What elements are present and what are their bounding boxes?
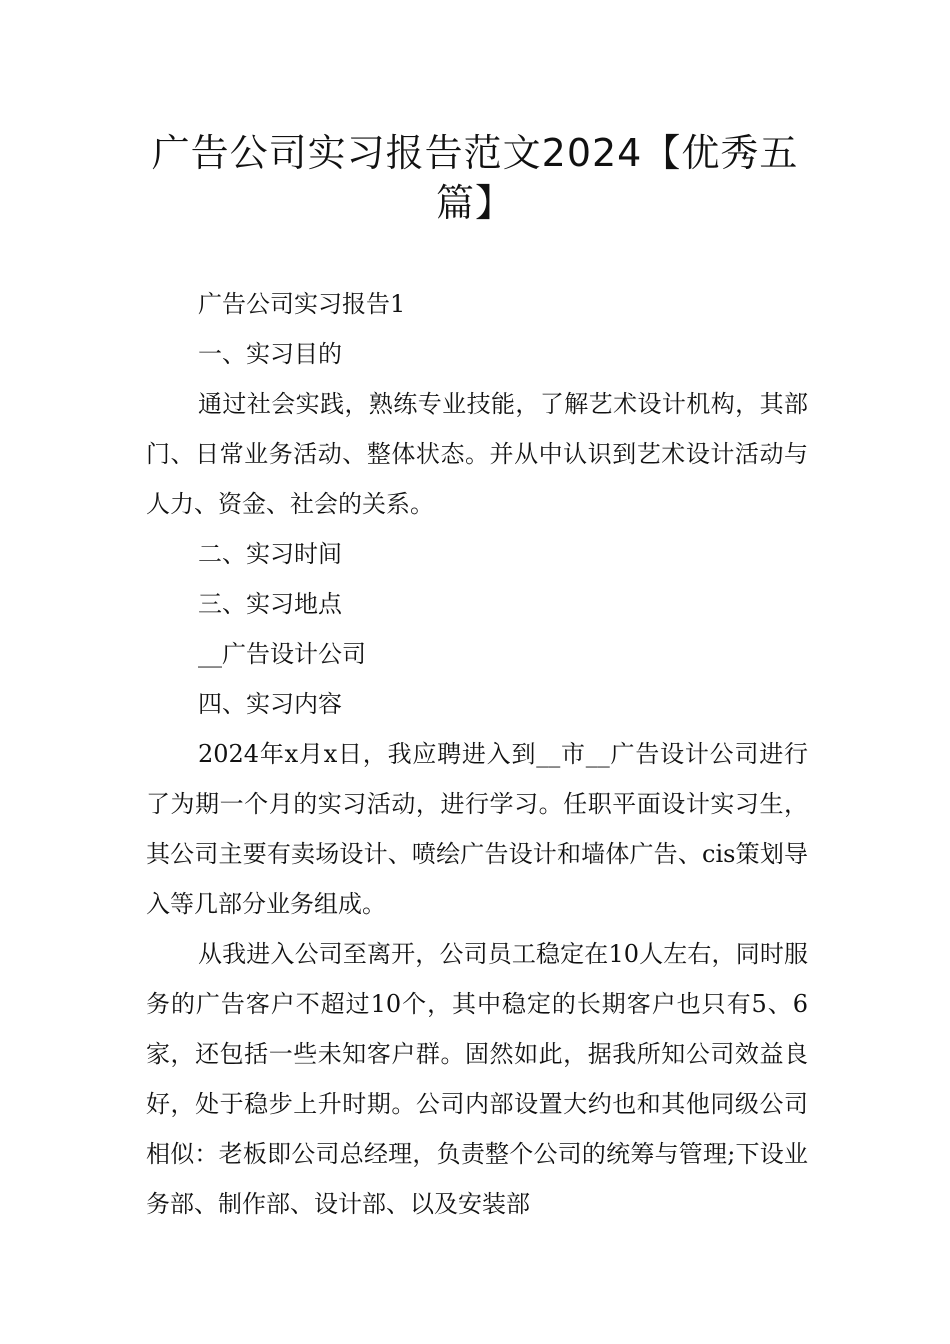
paragraph-purpose: 通过社会实践，熟练专业技能，了解艺术设计机构，其部门、日常业务活动、整体状态。并从中认识到艺术设计活动与人力、资金、社会的关系。 [146, 390, 808, 518]
document-body [146, 279, 808, 1229]
paragraph-location: __广告设计公司 [198, 640, 366, 668]
paragraph-company-overview: 从我进入公司至离开，公司员工稳定在10人左右，同时服务的广告客户不超过10个，其中稳定的长期客户也只有5、6家，还包括一些未知客户群。固然如此，据我所知公司效益良好，处于稳步上升时期。公司内部设置大约也和其他同级公司相似：老板即公司总经理，负责整个公司的统筹与管理;下设业务部、制作部、设计部、以及安装部 [146, 940, 808, 1218]
section-heading-purpose: 一、实习目的 [198, 340, 342, 368]
section-heading-report-1: 广告公司实习报告1 [198, 290, 406, 318]
paragraph-content-intro: 2024年x月x日，我应聘进入到__市__广告设计公司进行了为期一个月的实习活动，进行学习。任职平面设计实习生，其公司主要有卖场设计、喷绘广告设计和墙体广告、cis策划导入等几部分业务组成。 [146, 740, 808, 918]
section-heading-time: 二、实习时间 [198, 540, 342, 568]
section-heading-location: 三、实习地点 [198, 590, 342, 618]
document-title: 广告公司实习报告范文2024【优秀五篇】 [151, 131, 799, 225]
section-heading-content: 四、实习内容 [198, 690, 342, 718]
